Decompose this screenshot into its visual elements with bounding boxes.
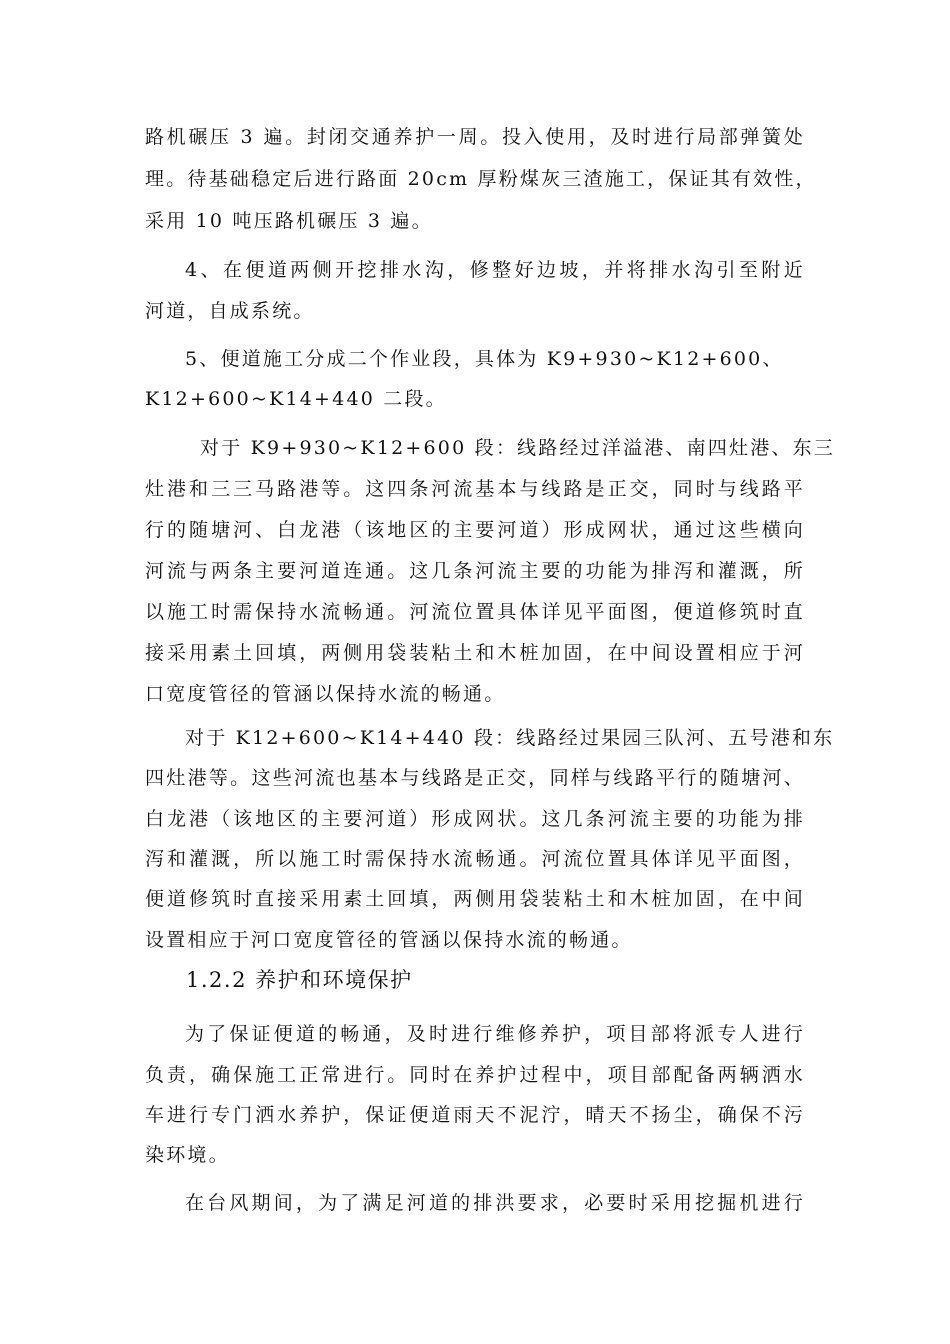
- text-line: 理。待基础稳定后进行路面 20cm 厚粉煤灰三渣施工，保证其有效性，: [145, 168, 817, 190]
- text-line: 白龙港（该地区的主要河道）形成网状。这几条河流主要的功能为排: [145, 808, 805, 830]
- text-line: 河流与两条主要河道连通。这几条河流主要的功能为排泻和灌溉，所: [145, 560, 805, 582]
- text-line: 便道修筑时直接采用素土回填，两侧用袋装粘土和木桩加固，在中间: [145, 888, 805, 910]
- text-line: 四灶港等。这些河流也基本与线路是正交，同样与线路平行的随塘河、: [145, 767, 805, 789]
- text-line: 河道，自成系统。: [145, 300, 315, 322]
- text-line: 4、在便道两侧开挖排水沟，修整好边坡，并将排水沟引至附近: [185, 259, 805, 281]
- text-line: 以施工时需保持水流畅通。河流位置具体详见平面图，便道修筑时直: [145, 601, 805, 623]
- text-line: 路机碾压 3 遍。封闭交通养护一周。投入使用，及时进行局部弹簧处: [145, 126, 805, 148]
- section-heading: 1.2.2 养护和环境保护: [186, 968, 413, 992]
- text-line: 行的随塘河、白龙港（该地区的主要河道）形成网状，通过这些横向: [145, 519, 805, 541]
- text-line: 对于 K9+930~K12+600 段：线路经过洋溢港、南四灶港、东三: [200, 437, 836, 459]
- text-line: 在台风期间，为了满足河道的排洪要求，必要时采用挖掘机进行: [185, 1192, 805, 1214]
- text-line: 5、便道施工分成二个作业段，具体为 K9+930~K12+600、: [185, 348, 784, 370]
- text-line: 设置相应于河口宽度管径的管涵以保持水流的畅通。: [145, 929, 633, 951]
- text-line: 口宽度管径的管涵以保持水流的畅通。: [145, 683, 506, 705]
- text-line: 对于 K12+600~K14+440 段：线路经过果园三队河、五号港和东: [185, 727, 835, 749]
- text-line: 染环境。: [145, 1144, 230, 1166]
- text-line: 采用 10 吨压路机碾压 3 遍。: [145, 210, 433, 232]
- text-line: 负责，确保施工正常进行。同时在养护过程中，项目部配备两辆洒水: [145, 1064, 805, 1086]
- text-line: 接采用素土回填，两侧用袋装粘土和木桩加固，在中间设置相应于河: [145, 642, 805, 664]
- text-line: 泻和灌溉，所以施工时需保持水流畅通。河流位置具体详见平面图，: [145, 848, 805, 870]
- text-line: 车进行专门洒水养护，保证便道雨天不泥泞，晴天不扬尘，确保不污: [145, 1104, 805, 1126]
- text-line: 为了保证便道的畅通，及时进行维修养护，项目部将派专人进行: [185, 1023, 805, 1045]
- text-line: 灶港和三三马路港等。这四条河流基本与线路是正交，同时与线路平: [145, 478, 805, 500]
- text-line: K12+600~K14+440 二段。: [145, 388, 447, 410]
